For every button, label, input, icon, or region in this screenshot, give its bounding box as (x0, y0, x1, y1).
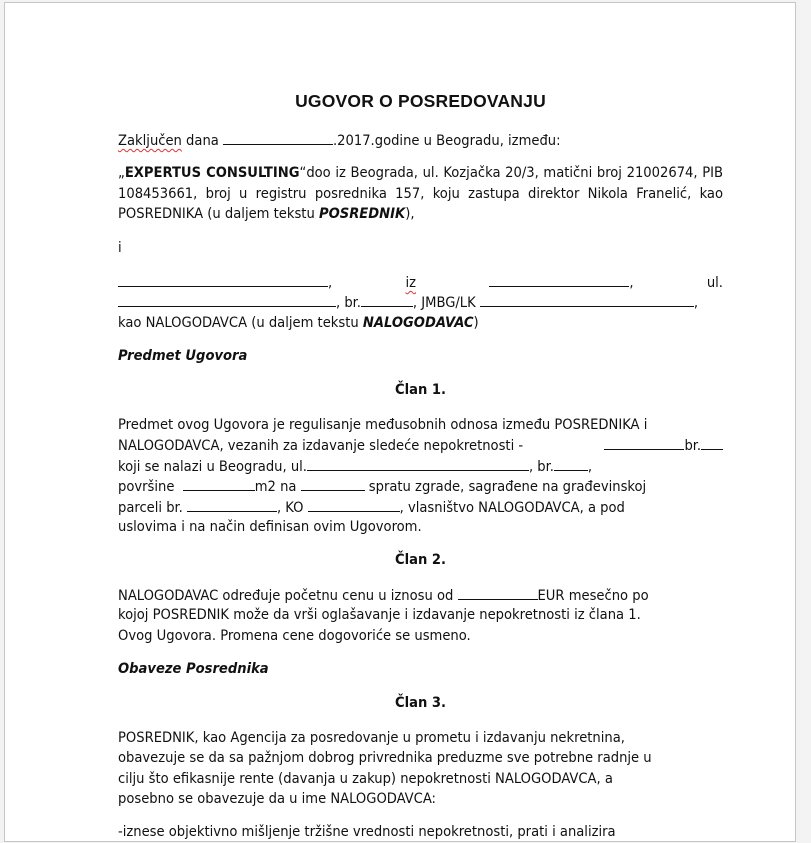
city-blank (489, 272, 629, 287)
party-2-line-1: , iz , ul. (118, 272, 723, 294)
section-heading-predmet: Predmet Ugovora (118, 347, 248, 364)
document-title: UGOVOR O POSREDOVANJU (295, 91, 546, 111)
clan-1-line-1: Predmet ovog Ugovora je regulisanje međusobnih odnosa između POSREDNIKA i (118, 416, 648, 433)
clan-2-line-1: NALOGODAVAC određuje početnu cenu u iznosu od EUR mesečno po (118, 587, 649, 604)
clan-2-line-3: Ovog Ugovora. Promena cene dogovoriće se usmeno. (118, 627, 471, 644)
role-nalogodavac: NALOGODAVAC (362, 314, 474, 331)
clan-3-heading: Član 3. (394, 694, 447, 711)
ko-blank (308, 497, 400, 512)
clan-1-line-2: NALOGODAVCA, vezanih za izdavanje sledeće nepokretnosti - br. (118, 435, 723, 457)
party-2-line-2: , br. , JMBG/LK , (118, 292, 723, 314)
property-number-blank (701, 435, 723, 450)
clan-3-line-5-partial: -iznese objektivno mišljenje tržišne vrednosti nepokretnosti, prati i analizira (118, 823, 616, 840)
number-blank (361, 292, 413, 307)
clan-2-line-2: kojoj POSREDNIK može da vrši oglašavanje i izdavanje nepokretnosti iz člana 1. (118, 606, 641, 623)
jmbg-blank (480, 292, 694, 307)
street-blank (118, 292, 336, 307)
clan-1-line-5: parceli br. , KO , vlasništvo NALOGODAVCA, a pod (118, 499, 625, 516)
street-blank-2 (307, 456, 529, 471)
date-blank (223, 130, 333, 145)
street-number-blank (554, 456, 588, 471)
spellcheck-flagged-word[interactable]: Zaključen (118, 132, 182, 149)
area-blank (183, 476, 255, 491)
price-blank (458, 585, 538, 600)
clan-1-heading: Član 1. (394, 381, 447, 398)
clan-3-line-1: POSREDNIK, kao Agencija za posredovanje u prometu i izdavanju nekretnina, (118, 729, 625, 746)
property-blank (604, 435, 684, 450)
spellcheck-flagged-word-iz[interactable]: iz (405, 274, 417, 291)
clan-3-line-2: obavezuje se da sa pažnjom dobrog privrednika preduzme sve potrebne radnje u (118, 749, 652, 766)
name-blank (118, 272, 328, 287)
document-page (4, 2, 796, 842)
clan-1-line-4: površine m2 na spratu zgrade, sagrađene na građevinskoj (118, 478, 647, 495)
company-name: EXPERTUS CONSULTING (124, 164, 300, 181)
conjunction: i (118, 239, 122, 256)
clan-2-heading: Član 2. (394, 551, 447, 568)
clan-1-line-6: uslovima i na način definisan ovim Ugovorom. (118, 518, 422, 535)
parcel-blank (187, 497, 277, 512)
floor-blank (301, 476, 365, 491)
intro-line: Zaključen dana .2017.godine u Beogradu, između: (118, 132, 561, 149)
clan-1-line-3: koji se nalazi u Beogradu, ul. , br. , (118, 458, 593, 475)
clan-3-line-4: posebno se obavezuje da u ime NALOGODAVCA: (118, 790, 436, 807)
clan-3-line-3: cilju što efikasnije rente (davanja u zakup) nepokretnosti NALOGODAVCA, a (118, 770, 613, 787)
party-2-line-3: kao NALOGODAVCA (u daljem tekstu NALOGODAVAC) (118, 314, 479, 331)
role-posrednik: POSREDNIK (318, 205, 406, 222)
section-heading-obaveze: Obaveze Posrednika (118, 660, 269, 677)
party-1-paragraph: „EXPERTUS CONSULTING“doo iz Beograda, ul. Kozjačka 20/3, matični broj 21002674, PIB 108453661, broj u registru posrednika 157, koju zastupa direktor Nikola Franelić, kao POSREDNIKA (u daljem tekstu POSREDNIK), (118, 164, 723, 222)
